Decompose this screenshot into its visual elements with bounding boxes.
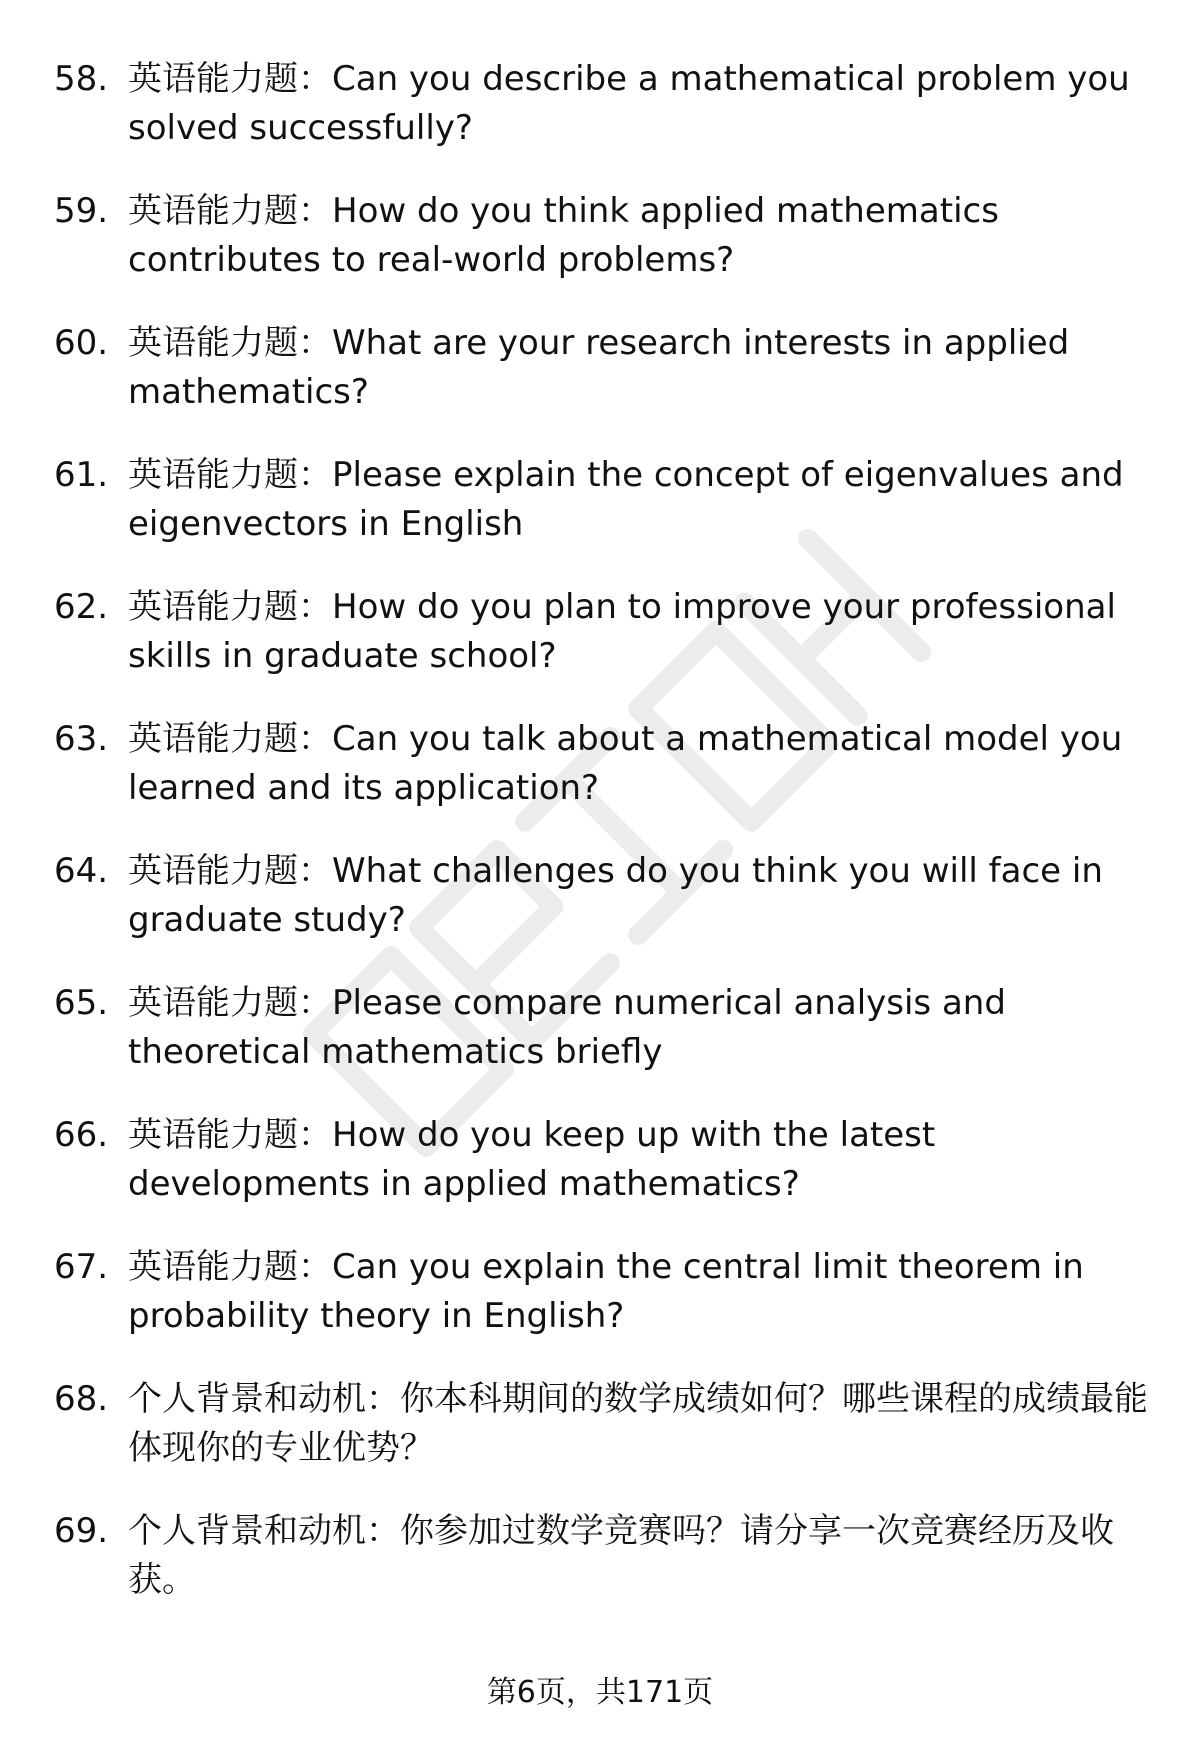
list-item [0,847,1200,979]
list-item [0,715,1200,847]
question-text: 英语能力题：Can you talk about a mathematical model you learned and its application? [128,719,1123,808]
list-item [0,319,1200,451]
question-text: 个人背景和动机：你本科期间的数学成绩如何？哪些课程的成绩最能体现你的专业优势？ [128,1379,1148,1468]
question-text: 英语能力题：How do you plan to improve your professional skills in graduate school? [128,587,1116,676]
question-text: 英语能力题：Please explain the concept of eigenvalues and eigenvectors in English [128,455,1124,544]
question-number: 67. [54,1247,109,1287]
question-number: 58. [54,59,109,99]
question-number: 63. [54,719,109,759]
question-number: 61. [54,455,109,495]
list-item [0,55,1200,187]
question-number: 66. [54,1115,109,1155]
question-text: 个人背景和动机：你参加过数学竞赛吗？请分享一次竞赛经历及收获。 [128,1511,1114,1600]
list-item [0,1375,1200,1507]
question-number: 62. [54,587,109,627]
list-item [0,187,1200,319]
question-number: 60. [54,323,109,363]
page-footer [0,1673,1200,1713]
question-number: 59. [54,191,109,231]
question-text: 英语能力题：Can you explain the central limit theorem in probability theory in English? [128,1247,1084,1336]
page-number-label: 第6页，共171页 [486,1675,714,1710]
list-item [0,979,1200,1111]
question-number: 64. [54,851,109,891]
question-number: 68. [54,1379,109,1419]
question-text: 英语能力题：What are your research interests in applied mathematics? [128,323,1070,412]
list-item [0,1243,1200,1375]
list-item [0,583,1200,715]
question-number: 69. [54,1511,109,1551]
question-text: 英语能力题：How do you think applied mathematics contributes to real-world problems? [128,191,999,280]
question-text: 英语能力题：Can you describe a mathematical problem you solved successfully? [128,59,1130,148]
question-text: 英语能力题：What challenges do you think you will face in graduate study? [128,851,1103,940]
question-text: 英语能力题：How do you keep up with the latest developments in applied mathematics? [128,1115,936,1204]
question-list [0,55,1200,1639]
question-text: 英语能力题：Please compare numerical analysis and theoretical mathematics briefly [128,983,1006,1072]
list-item [0,1111,1200,1243]
list-item [0,451,1200,583]
list-item [0,1507,1200,1639]
question-number: 65. [54,983,109,1023]
